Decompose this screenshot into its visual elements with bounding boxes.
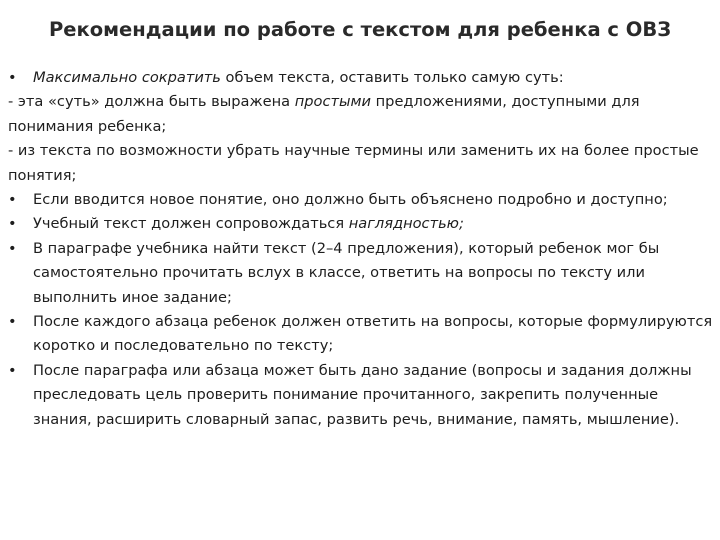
item-4-text: Если вводится новое понятие, оно должно быть объяснено подробно и доступно;	[33, 191, 668, 209]
slide-title: Рекомендации по работе с текстом для ребенка с ОВЗ	[48, 18, 672, 41]
item-3-text: - из текста по возможности убрать научные термины или заменить их на более простые понятия;	[8, 142, 699, 184]
bullet-dot: •	[8, 69, 17, 86]
recommendation-item-1	[8, 66, 714, 90]
item-5-emphasis: наглядностью;	[348, 215, 464, 233]
slide-content	[8, 66, 714, 432]
recommendation-item-3	[8, 139, 714, 188]
item-8-text: После параграфа или абзаца может быть дано задание (вопросы и задания должны преследовать цель проверить понимание прочитанного, закрепить полученные знания, расширить словарный запас, развить речь, внимание, память, мышление).	[33, 361, 692, 428]
item-6-text: В параграфе учебника найти текст (2–4 предложения), который ребенок мог бы самостоятельно прочитать вслух в классе, ответить на вопросы по тексту или выполнить иное задание;	[33, 239, 660, 306]
bullet-dot: •	[8, 239, 17, 257]
item-7-text: После каждого абзаца ребенок должен ответить на вопросы, которые формулируются коротко и последовательно по тексту;	[33, 313, 713, 355]
bullet-dot: •	[8, 313, 17, 331]
recommendation-item-2	[8, 90, 714, 139]
recommendation-item-4	[8, 188, 714, 212]
item-2-text-start: - эта «суть» должна быть выражена	[8, 93, 295, 111]
recommendation-item-8	[8, 359, 714, 432]
bullet-dot: •	[8, 361, 17, 379]
item-1-emphasis: Максимально сократить	[33, 69, 221, 86]
recommendation-item-6	[8, 237, 714, 310]
bullet-dot: •	[8, 191, 17, 209]
item-2-text-end: предложениями, доступными для понимания ребенка;	[8, 93, 640, 135]
item-2-emphasis: простыми	[294, 93, 371, 111]
recommendation-item-5	[8, 212, 714, 236]
recommendation-item-7	[8, 310, 714, 359]
bullet-dot: •	[8, 215, 17, 233]
item-5-text: Учебный текст должен сопровождаться	[33, 215, 349, 233]
item-1-text: объем текста, оставить только самую суть:	[220, 69, 564, 86]
